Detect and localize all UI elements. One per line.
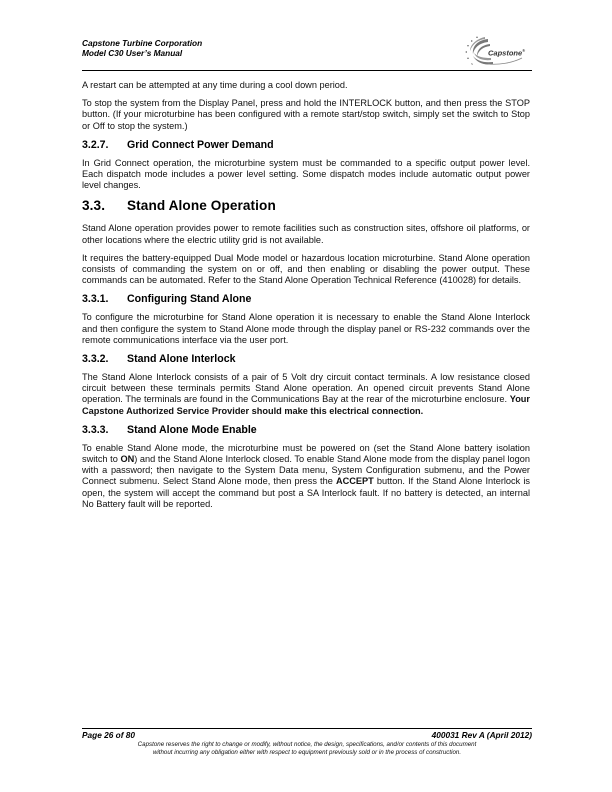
header-divider <box>82 70 532 71</box>
service-provider-note: Your Capstone Authorized Service Provider should make this electrical connection. <box>82 394 530 416</box>
capstone-logo <box>464 36 534 68</box>
paragraph-restart: A restart can be attempted at any time during a cool down period. <box>82 80 348 90</box>
paragraph-stop-system: To stop the system from the Display Panel, press and hold the INTERLOCK button, and then press the STOP button. (If your microturbine has been configured with a remote start/stop switch, simply set the switch to Stop or Off to stop the system.) <box>82 98 530 131</box>
heading-3-3-3: 3.3.3. Stand Alone Mode Enable <box>82 423 257 436</box>
paragraph-grid-connect: In Grid Connect operation, the microturbine system must be commanded to a specific output power level. Each dispatch mode includes a power level setting. Some dispatch modes include automatic output power level changes. <box>82 157 530 191</box>
paragraph-interlock: The Stand Alone Interlock consists of a pair of 5 Volt dry circuit contact terminals. A low resistance closed circuit between these terminals permits Stand Alone operation. An opened circuit prevents Stand Alone operation. The terminals are found in the Communications Bay at the rear of the microturbine enclosure. Your Capstone Authorized Service Provider should make this electrical connection. <box>82 372 530 416</box>
logo-wordmark: Capstone® <box>488 48 526 58</box>
header-manual-title: Model C30 User’s Manual <box>82 48 183 58</box>
page-number: Page 26 of 80 <box>82 730 136 740</box>
paragraph-mode-enable: To enable Stand Alone mode, the microturbine must be powered on (set the Stand Alone battery isolation switch to ON) and the Stand Alone Interlock closed. To enable Stand Alone mode from the display panel logon with a password; then navigate to the System Data menu, System Configuration submenu, and the Power Connect submenu. Select Stand Alone mode, then press the ACCEPT button. If the Stand Alone Interlock is open, the system will accept the command but post a SA Interlock fault. If no battery is detected, an internal No Battery fault will be reported. <box>82 442 530 509</box>
header-company: Capstone Turbine Corporation <box>82 38 203 48</box>
heading-3-2-7: 3.2.7. Grid Connect Power Demand <box>82 138 274 151</box>
document-revision: 400031 Rev A (April 2012) <box>431 730 532 740</box>
paragraph-stand-alone-intro: Stand Alone operation provides power to remote facilities such as construction sites, offshore oil platforms, or other locations where the electric utility grid is not available. <box>82 223 530 245</box>
page-header <box>82 36 532 70</box>
paragraph-stand-alone-requirements: It requires the battery-equipped Dual Mode model or hazardous location microturbine. Stand Alone operation consists of commanding the system on or off, and then enabling or disabling the power output. These commands can be automated. Refer to the Stand Alone Operation Technical Reference (410028) for details. <box>82 252 530 286</box>
footer-disclaimer: Capstone reserves the right to change or modify, without notice, the design, specifications, and/or contents of this document without incurring any obligation either with respect to equipment previously sold or in the process of construction. <box>137 741 477 757</box>
heading-3-3: 3.3. Stand Alone Operation <box>82 198 276 214</box>
paragraph-configuring: To configure the microturbine for Stand Alone operation it is necessary to enable the Stand Alone Interlock and then configure the system to Stand Alone mode through the display panel or RS-232 commands over the remote communications interface via the user port. <box>82 312 530 345</box>
heading-3-3-2: 3.3.2. Stand Alone Interlock <box>82 353 236 366</box>
footer-divider <box>82 728 532 729</box>
heading-3-3-1: 3.3.1. Configuring Stand Alone <box>82 293 252 306</box>
page-content <box>82 80 530 517</box>
